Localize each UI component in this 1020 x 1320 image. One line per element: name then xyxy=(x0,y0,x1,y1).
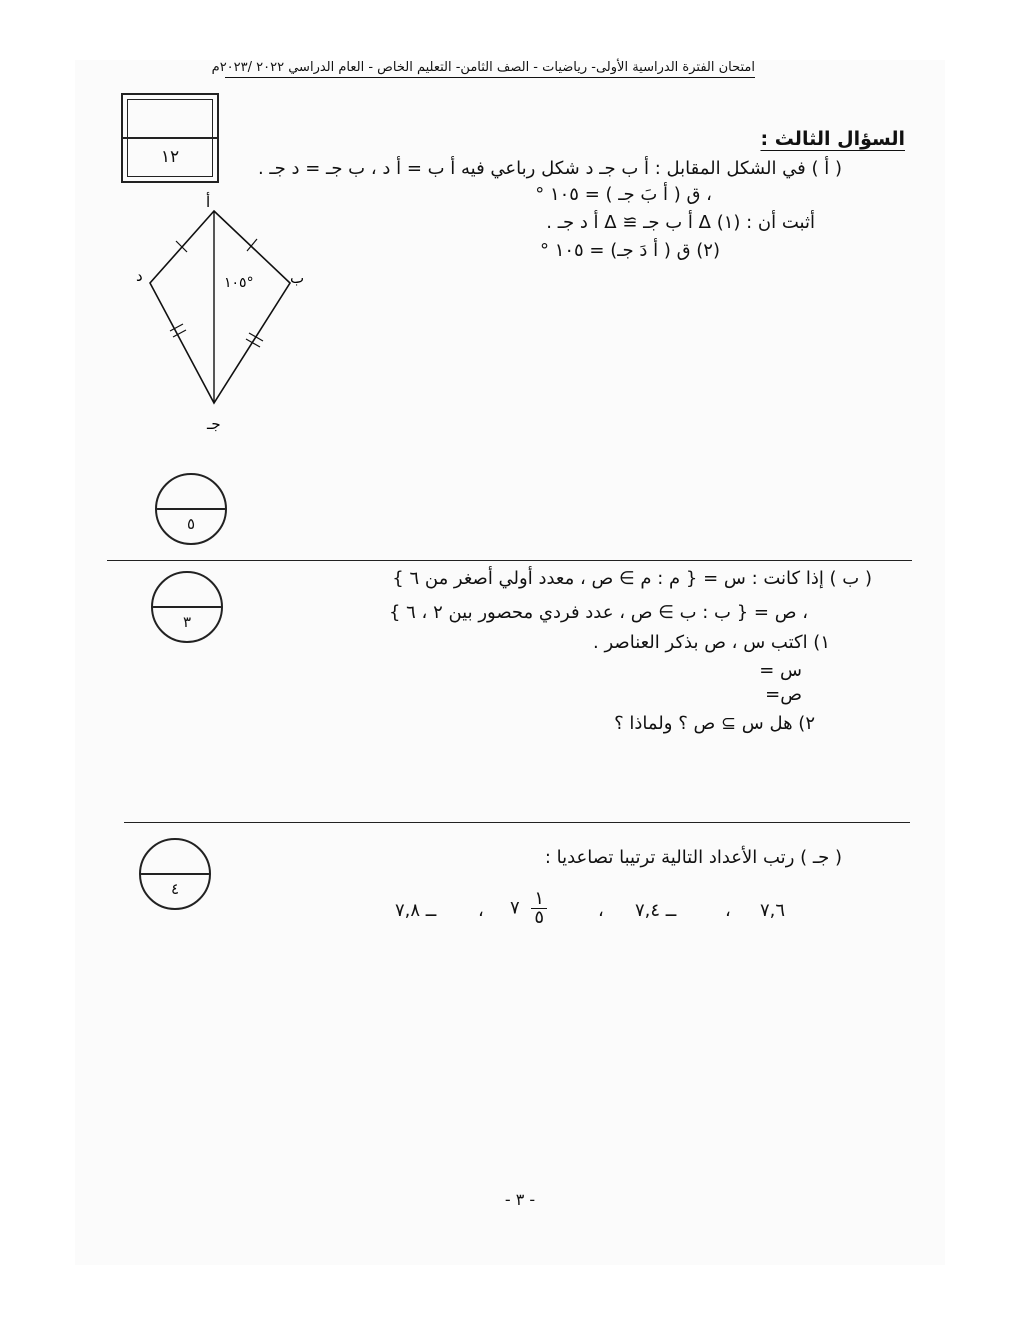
separator-2: ، xyxy=(598,900,604,921)
number-3-numerator: ١ xyxy=(534,888,545,909)
divider-b-c xyxy=(124,822,910,823)
tick-bc-2 xyxy=(249,333,263,341)
part-b-score-circle: ٣ xyxy=(151,571,223,643)
part-c-score-circle: ٤ xyxy=(139,838,211,910)
part-b-line-4: س = xyxy=(759,660,802,681)
separator-3: ، xyxy=(725,900,731,921)
separator-1: ، xyxy=(478,900,484,921)
question-title: السؤال الثالث : xyxy=(760,128,905,150)
part-b-line-5: ص= xyxy=(765,684,802,705)
number-2: ــ ٧,٤ xyxy=(635,900,677,921)
divider-a-b xyxy=(107,560,912,561)
number-3-denominator: ٥ xyxy=(531,908,547,927)
vertex-label-a: أ xyxy=(206,193,211,211)
tick-ab xyxy=(247,239,257,251)
part-b-line-2: ، ص = { ب : ب ∋ ص ، عدد فردي محصور بين ٢ ، ٦ } xyxy=(388,602,808,623)
number-3-whole: ٧ xyxy=(510,897,520,919)
part-b-line-1: ( ب ) إذا كانت : س = { م : م ∋ ص ، معدد أولي أصغر من ٦ } xyxy=(392,568,872,589)
total-score-box xyxy=(121,93,219,183)
part-a-line-3: أثبت أن : (١) Δ أ ب جـ ≅ Δ أ د جـ . xyxy=(546,212,815,233)
part-a-line-1: ( أ ) في الشكل المقابل : أ ب جـ د شكل رباعي فيه أ ب = أ د ، ب جـ = د جـ . xyxy=(257,158,842,179)
kite-figure xyxy=(120,185,320,435)
part-a-score-circle: ٥ xyxy=(155,473,227,545)
part-a-line-4: (٢) ق ( أ دَ جـ) = ١٠٥ ° xyxy=(539,240,720,261)
angle-label: ١٠٥° xyxy=(224,275,254,291)
exam-header: امتحان الفترة الدراسية الأولى- رياضيات - الصف الثامن- التعليم الخاص - العام الدراسي ٢٠٢٢ /٢٠٢٣م xyxy=(225,60,755,78)
number-1: ٧,٦ xyxy=(760,900,786,921)
part-b-line-3: ١) اكتب س ، ص بذكر العناصر . xyxy=(593,632,830,653)
numbers-row xyxy=(395,888,805,934)
part-a-line-2: ، ق ( أ بَ جـ ) = ١٠٥ ° xyxy=(535,184,712,205)
part-c-line-1: ( جـ ) رتب الأعداد التالية ترتيبا تصاعديا : xyxy=(544,847,842,868)
part-b-line-6: ٢) هل س ⊇ ص ؟ ولماذا ؟ xyxy=(614,713,815,734)
vertex-label-c: جـ xyxy=(207,415,221,433)
vertex-label-b: ب xyxy=(290,269,305,287)
number-3-fraction xyxy=(531,890,547,927)
page-number: - ٣ - xyxy=(504,1190,536,1209)
vertex-label-d: د xyxy=(136,267,143,285)
number-4: ــ ٧,٨ xyxy=(395,900,437,921)
number-3 xyxy=(510,890,547,927)
kite-outline xyxy=(150,211,290,403)
total-score: ١٢ xyxy=(160,147,180,167)
